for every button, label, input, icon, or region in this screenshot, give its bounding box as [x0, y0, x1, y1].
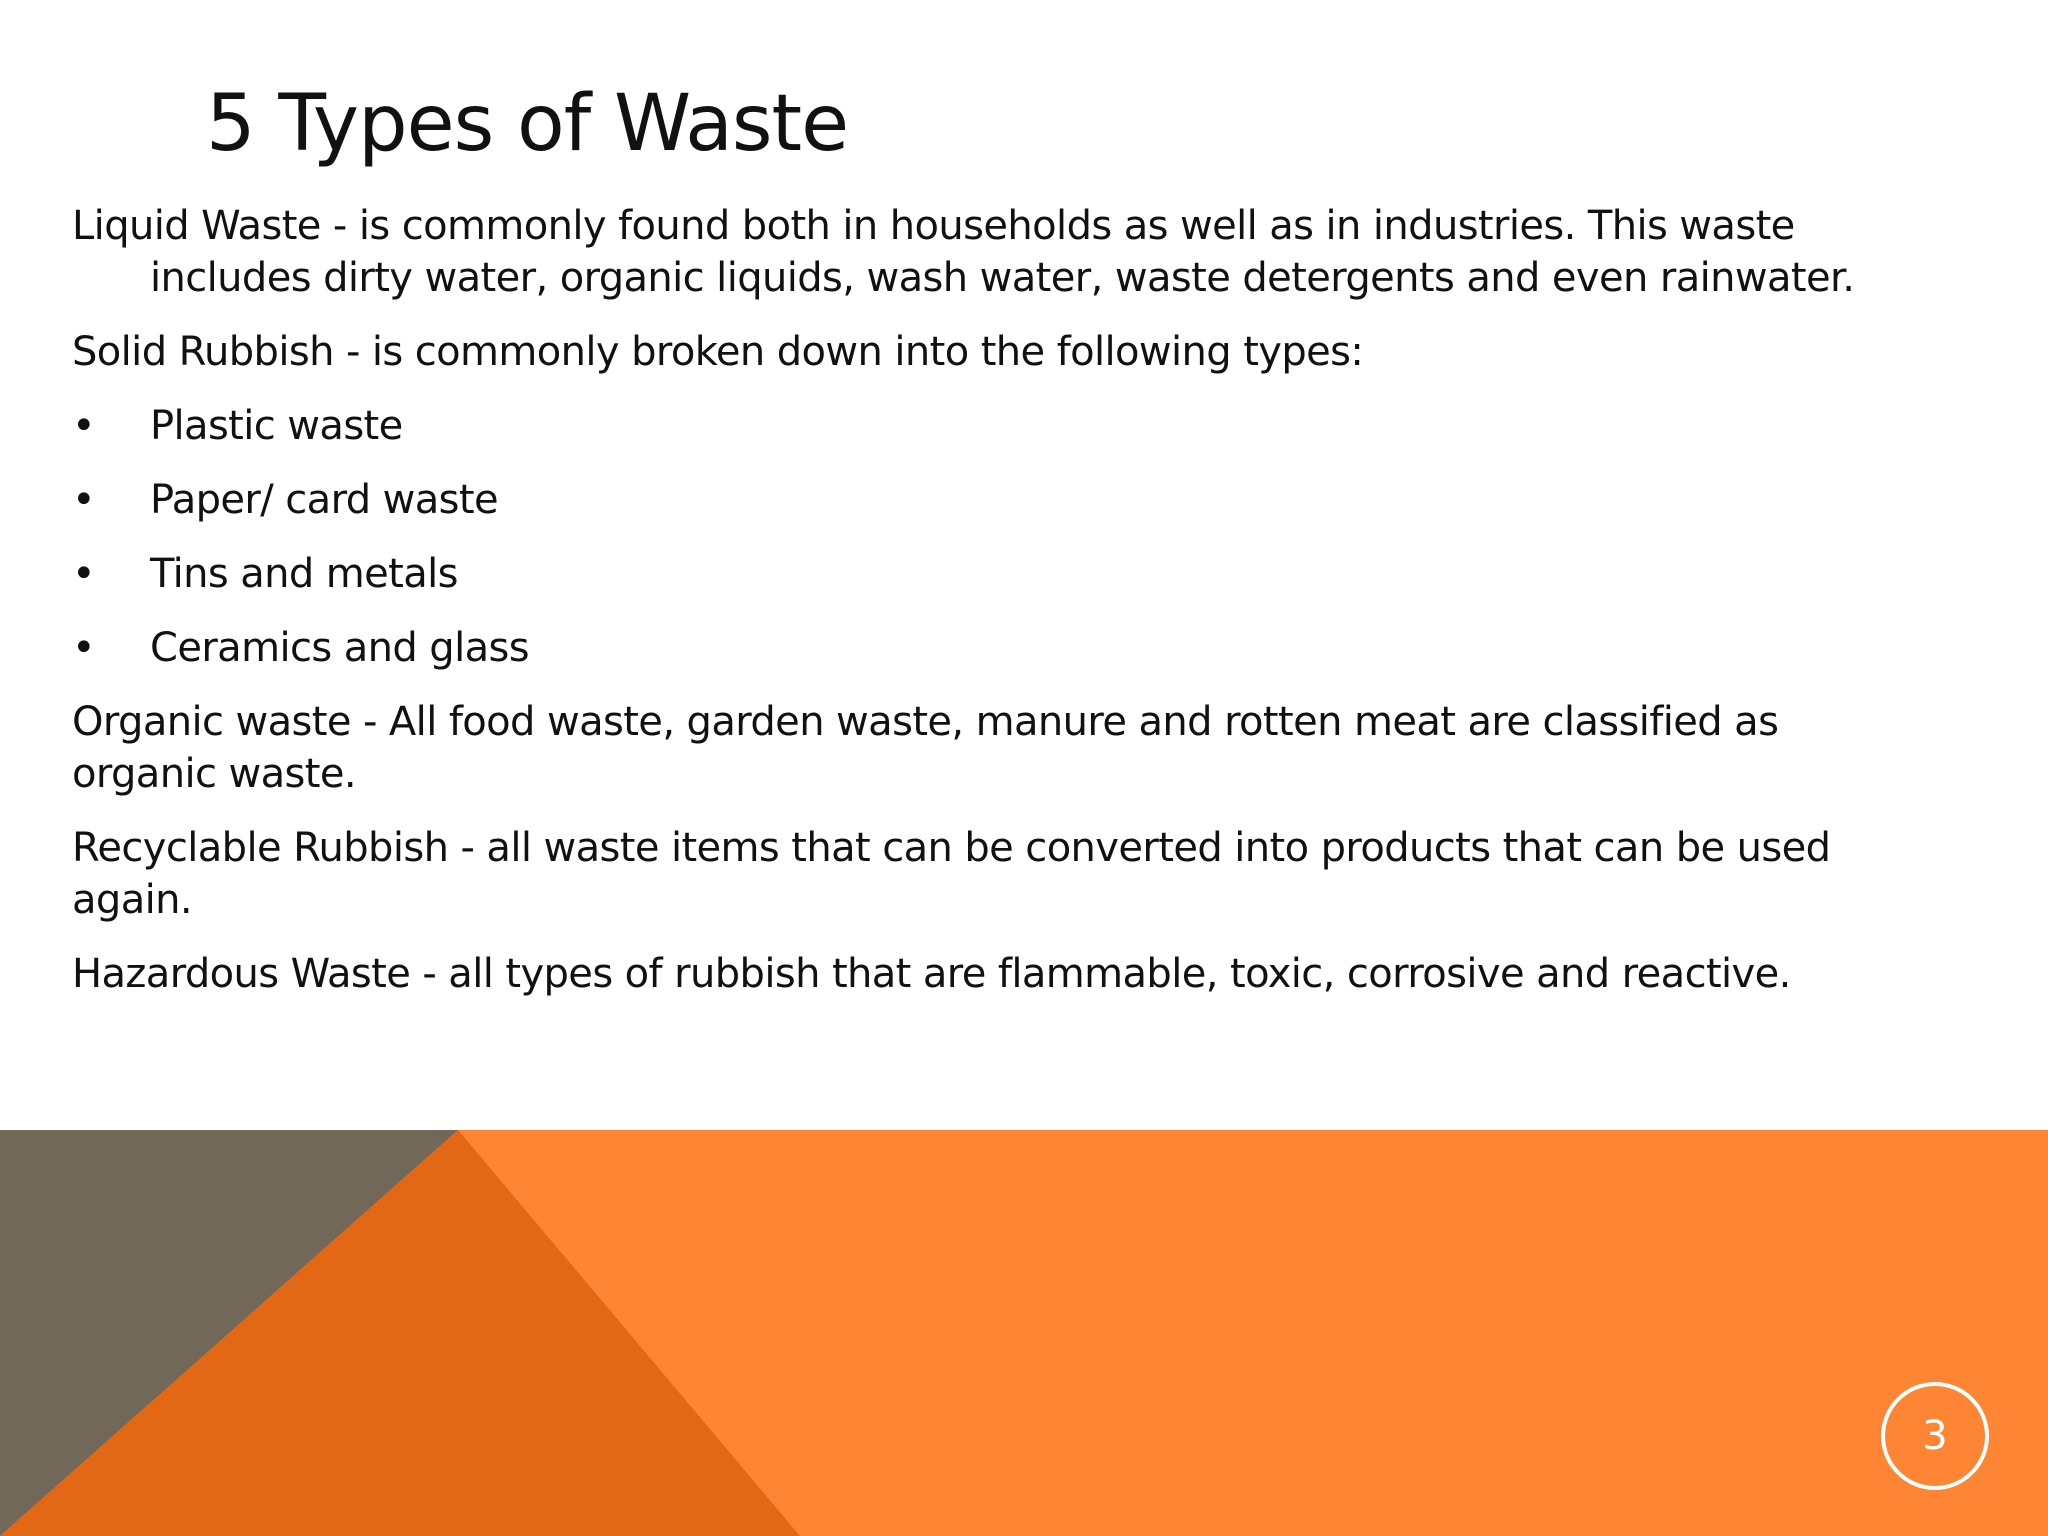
slide-title: 5 Types of Waste: [206, 79, 849, 169]
list-item-label: Ceramics and glass: [150, 625, 529, 671]
page-number-badge: 3: [1881, 1382, 1989, 1490]
paragraph-hazardous-waste: Hazardous Waste - all types of rubbish that are flammable, toxic, corrosive and reactive.: [72, 951, 1791, 997]
bullet-icon: •: [72, 551, 95, 597]
list-item: [72, 474, 1932, 526]
footer-decoration: [0, 1130, 2048, 1536]
bullet-icon: •: [72, 403, 95, 449]
list-item: [72, 400, 1932, 452]
paragraph-organic-waste: Organic waste - All food waste, garden waste, manure and rotten meat are classified as organic waste.: [72, 699, 1779, 797]
paragraph-liquid-waste: Liquid Waste - is commonly found both in households as well as in industries. This waste includes dirty water, organic liquids, wash water, waste detergents and even rainwater.: [72, 203, 1855, 301]
bullet-icon: •: [72, 625, 95, 671]
list-item-label: Paper/ card waste: [150, 477, 498, 523]
bullet-icon: •: [72, 477, 95, 523]
list-item-label: Tins and metals: [150, 551, 458, 597]
list-item: [72, 622, 1932, 674]
list-item-label: Plastic waste: [150, 403, 403, 449]
paragraph-recyclable-rubbish: Recyclable Rubbish - all waste items that can be converted into products that can be used again.: [72, 825, 1831, 923]
list-item: [72, 548, 1932, 600]
paragraph-solid-rubbish: Solid Rubbish - is commonly broken down into the following types:: [72, 329, 1364, 375]
footer-shapes: [0, 1130, 2048, 1536]
slide-body: [72, 200, 1932, 1022]
